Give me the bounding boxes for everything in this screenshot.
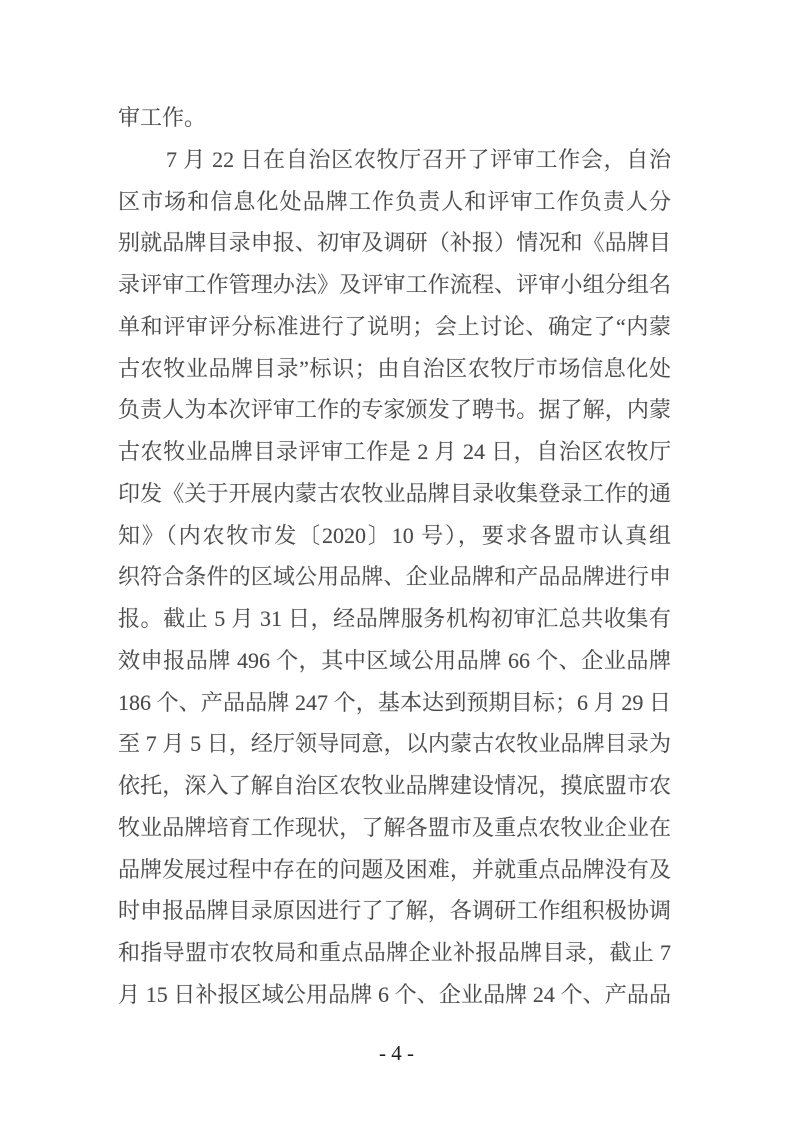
text-line: 单和评审评分标准进行了说明；会上讨论、确定了“内蒙 <box>118 313 671 339</box>
text-line: 知》（内农牧市发〔2020〕10 号），要求各盟市认真组 <box>118 522 671 548</box>
text-line: 审工作。 <box>118 105 207 130</box>
text-line: 别就品牌目录申报、初审及调研（补报）情况和《品牌目 <box>118 230 671 256</box>
document-body <box>118 97 671 1016</box>
text-line: 至 7 月 5 日，经厅领导同意，以内蒙古农牧业品牌目录为 <box>118 731 671 757</box>
text-line: 负责人为本次评审工作的专家颁发了聘书。据了解，内蒙 <box>118 397 671 423</box>
text-line: 录评审工作管理办法》及评审工作流程、评审小组分组名 <box>118 272 671 297</box>
text-line: 7 月 22 日在自治区农牧厅召开了评审工作会，自治 <box>166 146 671 172</box>
text-line: 牧业品牌培育工作现状，了解各盟市及重点农牧业企业在 <box>118 814 671 840</box>
text-line: 效申报品牌 496 个，其中区域公用品牌 66 个、企业品牌 <box>118 647 671 673</box>
text-line: 时申报品牌目录原因进行了了解，各调研工作组积极协调 <box>118 898 671 924</box>
text-line: 月 15 日补报区域公用品牌 6 个、企业品牌 24 个、产品品 <box>118 981 671 1007</box>
page-number: - 4 - <box>379 1041 414 1065</box>
text-line: 报。截止 5 月 31 日，经品牌服务机构初审汇总共收集有 <box>118 606 671 631</box>
text-line: 古农牧业品牌目录”标识；由自治区农牧厅市场信息化处 <box>118 355 671 381</box>
text-line: 和指导盟市农牧局和重点品牌企业补报品牌目录，截止 7 <box>118 940 671 965</box>
text-line: 186 个、产品品牌 247 个，基本达到预期目标；6 月 29 日 <box>118 689 671 715</box>
text-line: 古农牧业品牌目录评审工作是 2 月 24 日，自治区农牧厅 <box>118 439 671 464</box>
text-line: 品牌发展过程中存在的问题及困难，并就重点品牌没有及 <box>118 856 671 882</box>
text-line: 印发《关于开展内蒙古农牧业品牌目录收集登录工作的通 <box>118 480 671 506</box>
text-line: 依托，深入了解自治区农牧业品牌建设情况，摸底盟市农 <box>118 773 671 798</box>
text-line: 区市场和信息化处品牌工作负责人和评审工作负责人分 <box>118 188 671 214</box>
text-line: 织符合条件的区域公用品牌、企业品牌和产品品牌进行申 <box>118 564 671 590</box>
